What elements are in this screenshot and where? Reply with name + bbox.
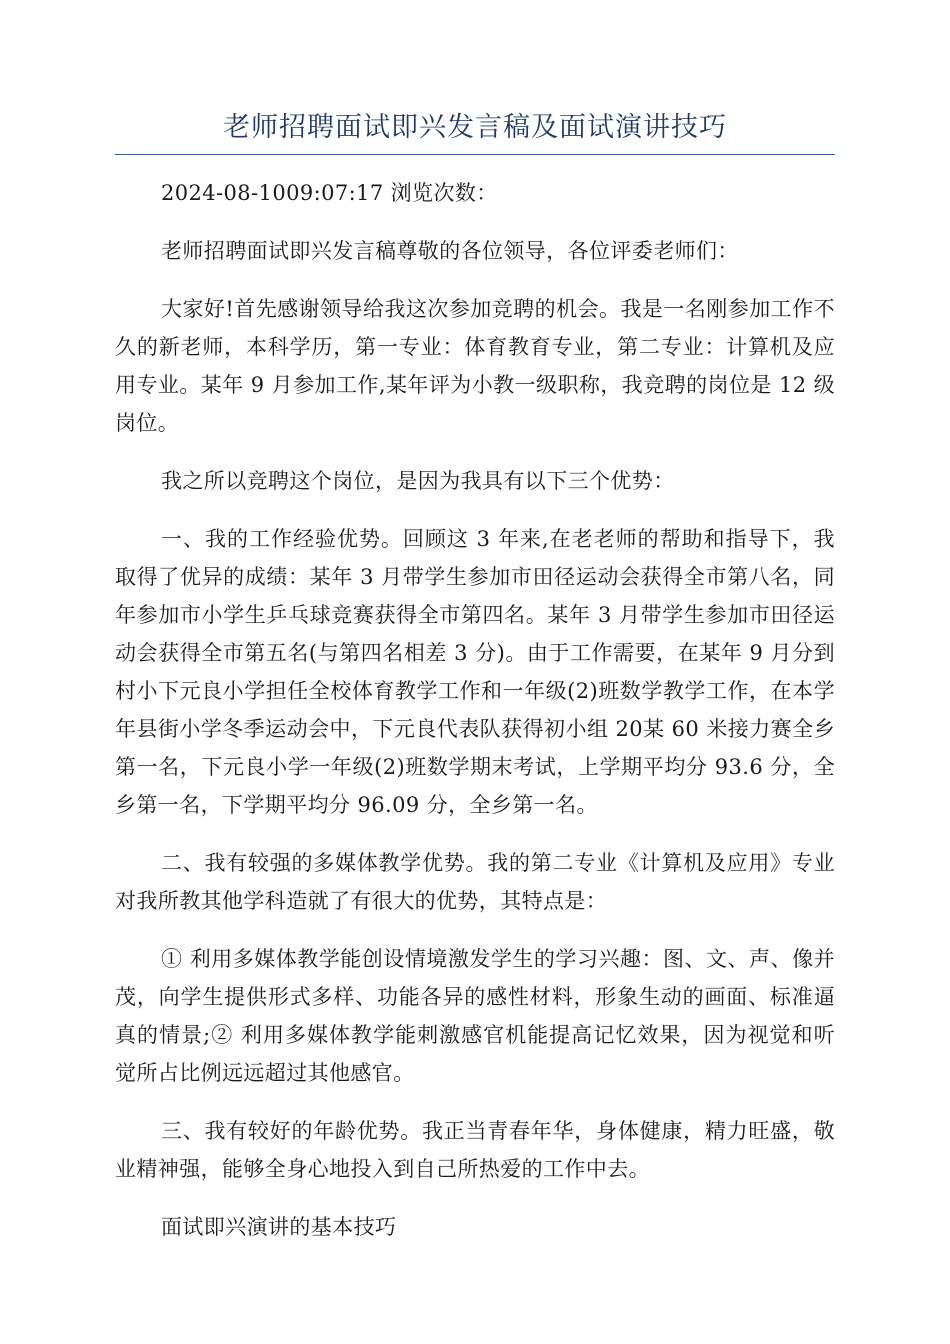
article-body: [115, 174, 835, 1246]
paragraph: 老师招聘面试即兴发言稿尊敬的各位领导，各位评委老师们：: [161, 239, 739, 263]
page-title: 老师招聘面试即兴发言稿及面试演讲技巧: [223, 112, 727, 143]
section-heading: 面试即兴演讲的基本技巧: [161, 1215, 397, 1239]
paragraph: 我之所以竞聘这个岗位，是因为我具有以下三个优势：: [161, 469, 675, 493]
paragraph: ① 利用多媒体教学能创设情境激发学生的学习兴趣：图、文、声、像并茂，向学生提供形式多样、功能各异的感性材料，形象生动的画面、标准逼真的情景;② 利用多媒体教学能刺激感官机能提高记忆效果，因为视觉和听觉所占比例远远超过其他感官。: [115, 947, 835, 1085]
title-divider: [115, 154, 835, 155]
paragraph: 一、我的工作经验优势。回顾这 3 年来,在老老师的帮助和指导下，我取得了优异的成绩：某年 3 月带学生参加市田径运动会获得全市第八名，同年参加市小学生乒乓球竞赛获得全市第四名。某年 3 月带学生参加市田径运动会获得全市第五名(与第四名相差 3 分)。由于工作需要，在某年 9 月分到村小下元良小学担任全校体育教学工作和一年级(2)班数学教学工作，在本学年县街小学冬季运动会中，下元良代表队获得初小组 20某 60 米接力赛全乡第一名，下元良小学一年级(2)班数学期末考试，上学期平均分 93.6 分，全乡第一名，下学期平均分 96.09 分，全乡第一名。: [115, 527, 835, 817]
paragraph: 大家好!首先感谢领导给我这次参加竞聘的机会。我是一名刚参加工作不久的新老师，本科学历，第一专业：体育教育专业，第二专业：计算机及应用专业。某年 9 月参加工作,某年评为小教一级职称，我竞聘的岗位是 12 级岗位。: [115, 297, 835, 435]
paragraph: 二、我有较强的多媒体教学优势。我的第二专业《计算机及应用》专业对我所教其他学科造就了有很大的优势，其特点是：: [115, 851, 835, 913]
meta-line: 2024-08-1009:07:17 浏览次数：: [161, 181, 498, 205]
paragraph: 三、我有较好的年龄优势。我正当青春年华，身体健康，精力旺盛，敬业精神强，能够全身心地投入到自己所热爱的工作中去。: [115, 1119, 835, 1181]
